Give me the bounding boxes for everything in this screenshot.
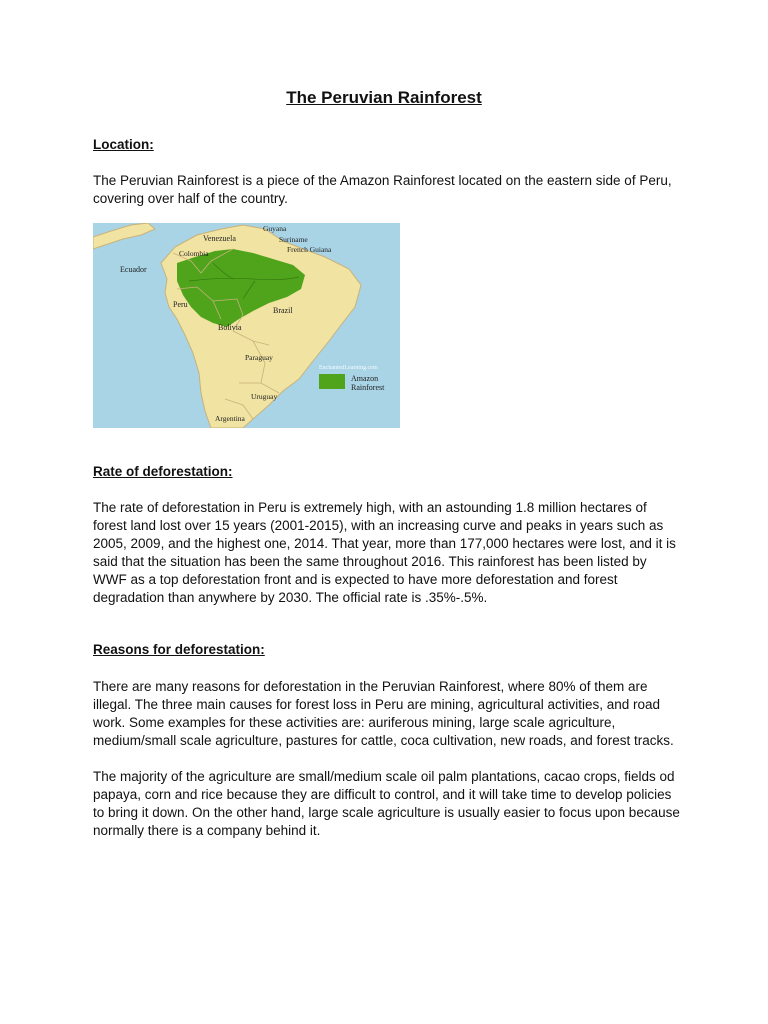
- label-brazil: Brazil: [273, 306, 293, 315]
- label-paraguay: Paraguay: [245, 353, 273, 362]
- page-title: The Peruvian Rainforest: [286, 88, 482, 107]
- south-america-map-graphic: [93, 223, 400, 428]
- legend-label-line2: Rainforest: [351, 383, 385, 392]
- label-argentina: Argentina: [215, 414, 245, 423]
- label-ecuador: Ecuador: [120, 265, 147, 274]
- label-french-guiana: French Guiana: [287, 245, 332, 254]
- reasons-paragraph-2: The majority of the agriculture are small/medium scale oil palm plantations, cacao crops, fields od papaya, corn and rice because they are difficult to control, and it will take time to develop policies to bring it down. On the other hand, large scale agriculture is usually easier to focus upon because normally there is a company behind it.: [93, 769, 680, 838]
- reasons-paragraph-1: There are many reasons for deforestation in the Peruvian Rainforest, where 80% of them are illegal. The three main causes for forest loss in Peru are mining, agricultural activities, and road work. Some examples for these activities are: auriferous mining, large scale agriculture, medium/small scale agriculture, pastures for cattle, coca cultivation, new roads, and forest tracks.: [93, 679, 674, 748]
- rate-heading: Rate of deforestation:: [93, 464, 233, 479]
- label-bolivia: Bolivia: [218, 323, 242, 332]
- legend-swatch: [319, 374, 345, 389]
- reasons-heading: Reasons for deforestation:: [93, 642, 265, 657]
- location-heading: Location:: [93, 137, 154, 152]
- label-guyana: Guyana: [263, 224, 287, 233]
- label-suriname: Suriname: [279, 235, 308, 244]
- rate-paragraph: The rate of deforestation in Peru is extremely high, with an astounding 1.8 million hectares of forest land lost over 15 years (2001-2015), with an increasing curve and peaks in years such as 2005, 2009, and the highest one, 2014. That year, more than 177,000 hectares were lost, and it is said that the situation has been the same throughout 2016. This rainforest has been listed by WWF as a top deforestation front and is expected to have more deforestation and forest degradation than anywhere by 2030. The official rate is .35%-.5%.: [93, 500, 676, 605]
- location-paragraph: The Peruvian Rainforest is a piece of the Amazon Rainforest located on the eastern side of Peru, covering over half of the country.: [93, 173, 672, 206]
- map-watermark: EnchantedLearning.com: [319, 365, 378, 371]
- label-venezuela: Venezuela: [203, 234, 236, 243]
- label-colombia: Colombia: [179, 249, 209, 258]
- label-peru: Peru: [173, 300, 188, 309]
- label-uruguay: Uruguay: [251, 392, 278, 401]
- amazon-rainforest-map: [93, 223, 400, 428]
- legend-label-line1: Amazon: [351, 374, 379, 383]
